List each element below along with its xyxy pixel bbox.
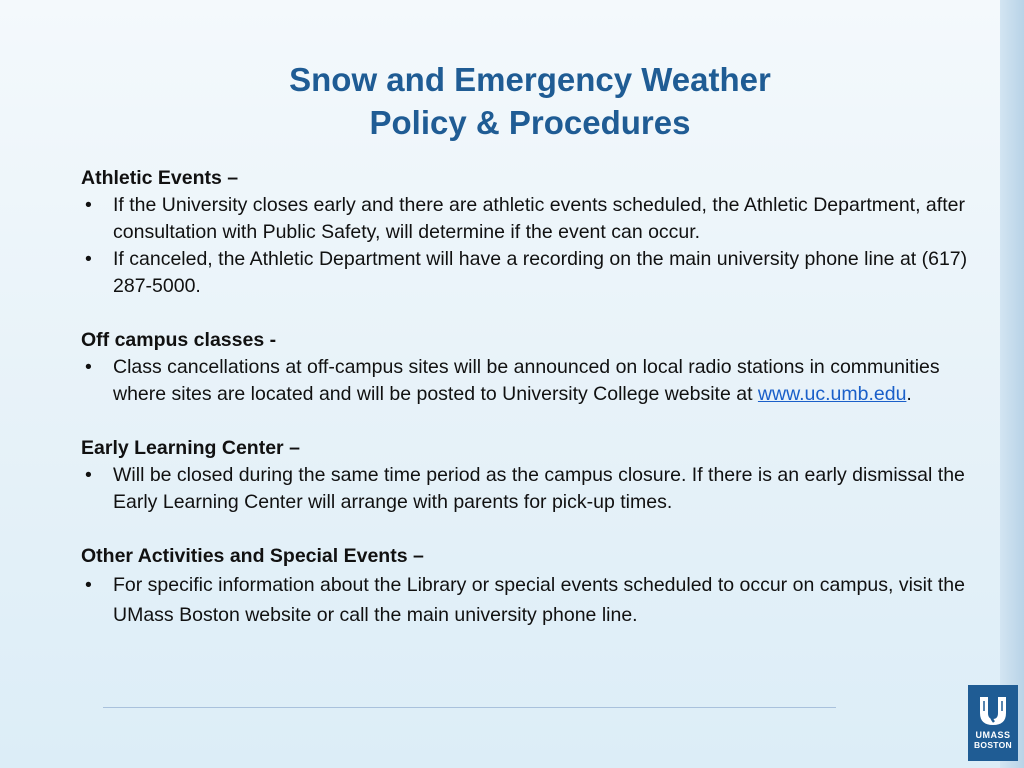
title-line-1: Snow and Emergency Weather [289,61,771,98]
umass-u-icon [975,691,1011,727]
umass-boston-logo [968,685,1018,761]
bullet-text-prefix: Class cancellations at off-campus sites will be announced on local radio stations in communities where sites are located and will be posted to University College website at [113,356,940,405]
list-item [81,246,971,300]
section-other-activities [81,543,971,630]
bullet-glyph: • [85,464,92,486]
bullet-glyph: • [85,248,92,270]
list-item [81,354,971,408]
title-line-2: Policy & Procedures [369,104,691,141]
right-decorative-bar [1000,0,1024,768]
bullet-text: If the University closes early and there are athletic events scheduled, the Athletic Department, after consultation with Public Safety, will determine if the event can occur. [113,194,965,243]
bullet-glyph: • [85,574,92,596]
list-item [81,570,971,630]
section-heading: Off campus classes - [81,329,277,351]
section-heading: Athletic Events – [81,167,239,189]
bullet-glyph: • [85,194,92,216]
logo-text-line-1: UMASS [975,730,1011,740]
footer-divider [103,707,836,708]
bullet-glyph: • [85,356,92,378]
bullet-text: If canceled, the Athletic Department will have a recording on the main university phone line at (617) 287-5000. [113,248,968,297]
section-heading: Other Activities and Special Events – [81,545,424,567]
section-heading: Early Learning Center – [81,437,300,459]
section-early-learning-center [81,435,971,516]
bullet-text: For specific information about the Library or special events scheduled to occur on campus, visit the UMass Boston website or call the main university phone line. [113,574,965,626]
section-off-campus-classes [81,327,971,408]
slide-content [81,165,971,657]
bullet-text: Will be closed during the same time period as the campus closure. If there is an early dismissal the Early Learning Center will arrange with parents for pick-up times. [113,464,965,513]
list-item [81,462,971,516]
page-title [150,58,910,144]
bullet-text-suffix: . [906,383,912,405]
list-item [81,192,971,246]
section-athletic-events [81,165,971,300]
logo-text-line-2: BOSTON [973,740,1012,750]
uc-website-link[interactable]: www.uc.umb.edu [757,383,907,405]
bullet-text [113,356,940,405]
